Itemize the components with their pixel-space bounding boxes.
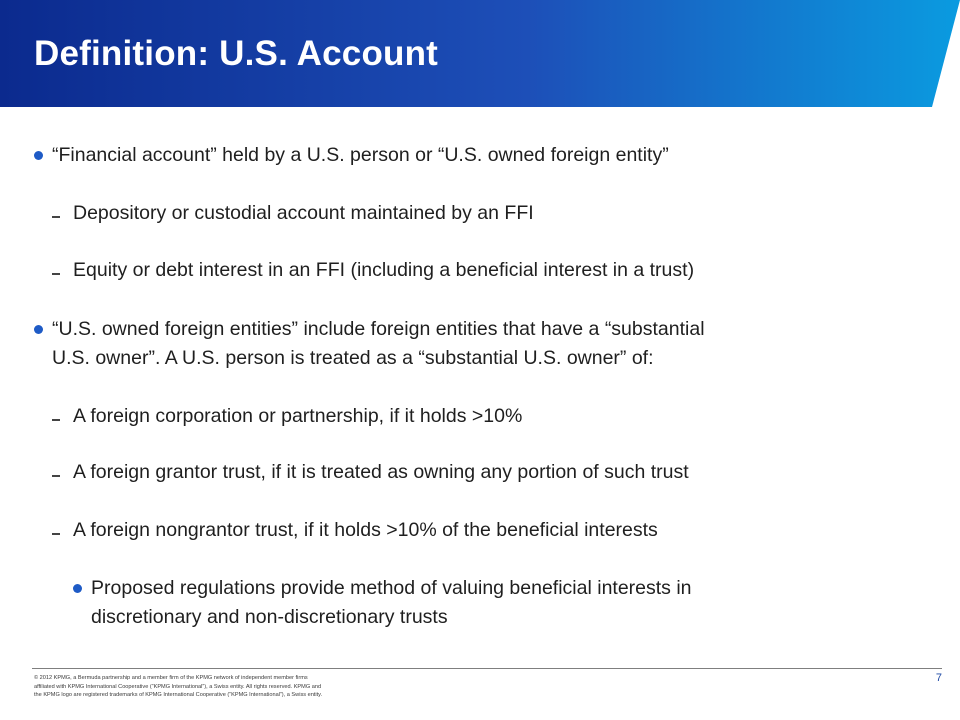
sub-bullet-text: A foreign corporation or partnership, if it holds >10%: [73, 405, 523, 427]
dash-icon: [52, 475, 60, 477]
sub-sub-bullet-text: Proposed regulations provide method of valuing beneficial interests in: [91, 577, 692, 599]
slide-title: Definition: U.S. Account: [34, 34, 439, 73]
sub-bullet-text: Equity or debt interest in an FFI (including a beneficial interest in a trust): [73, 259, 695, 281]
footer-legal: [34, 674, 394, 700]
footer-legal-line: © 2012 KPMG, a Bermuda partnership and a member firm of the KPMG network of independent member firms: [34, 675, 308, 681]
bullet-text: “U.S. owned foreign entities” include foreign entities that have a “substantial: [52, 318, 705, 340]
dash-icon: [52, 273, 60, 275]
sub-bullet-text: Depository or custodial account maintained by an FFI: [73, 202, 534, 224]
bullet-dot-icon: [34, 325, 43, 334]
sub-bullet-text: A foreign nongrantor trust, if it holds >10% of the beneficial interests: [73, 519, 658, 541]
sub-bullet-text: A foreign grantor trust, if it is treated as owning any portion of such trust: [73, 461, 689, 483]
bullet-dot-icon: [73, 584, 82, 593]
footer-legal-line: affiliated with KPMG International Cooperative (“KPMG International”), a Swiss entity. All rights reserved. KPMG and: [34, 683, 322, 690]
bullet-text-continued: U.S. owner”. A U.S. person is treated as a “substantial U.S. owner” of:: [52, 347, 654, 369]
dash-icon: [52, 216, 60, 218]
dash-icon: [52, 533, 60, 535]
page-number: 7: [935, 672, 942, 684]
footer-divider: [32, 668, 942, 669]
bullet-dot-icon: [34, 151, 43, 160]
sub-sub-bullet-text-continued: discretionary and non-discretionary trusts: [91, 606, 448, 628]
footer-legal-line: the KPMG logo are registered trademarks of KPMG International Cooperative (“KPMG International”), a Swiss entity.: [34, 692, 323, 699]
dash-icon: [52, 419, 60, 421]
bullet-text: “Financial account” held by a U.S. person or “U.S. owned foreign entity”: [52, 144, 669, 166]
